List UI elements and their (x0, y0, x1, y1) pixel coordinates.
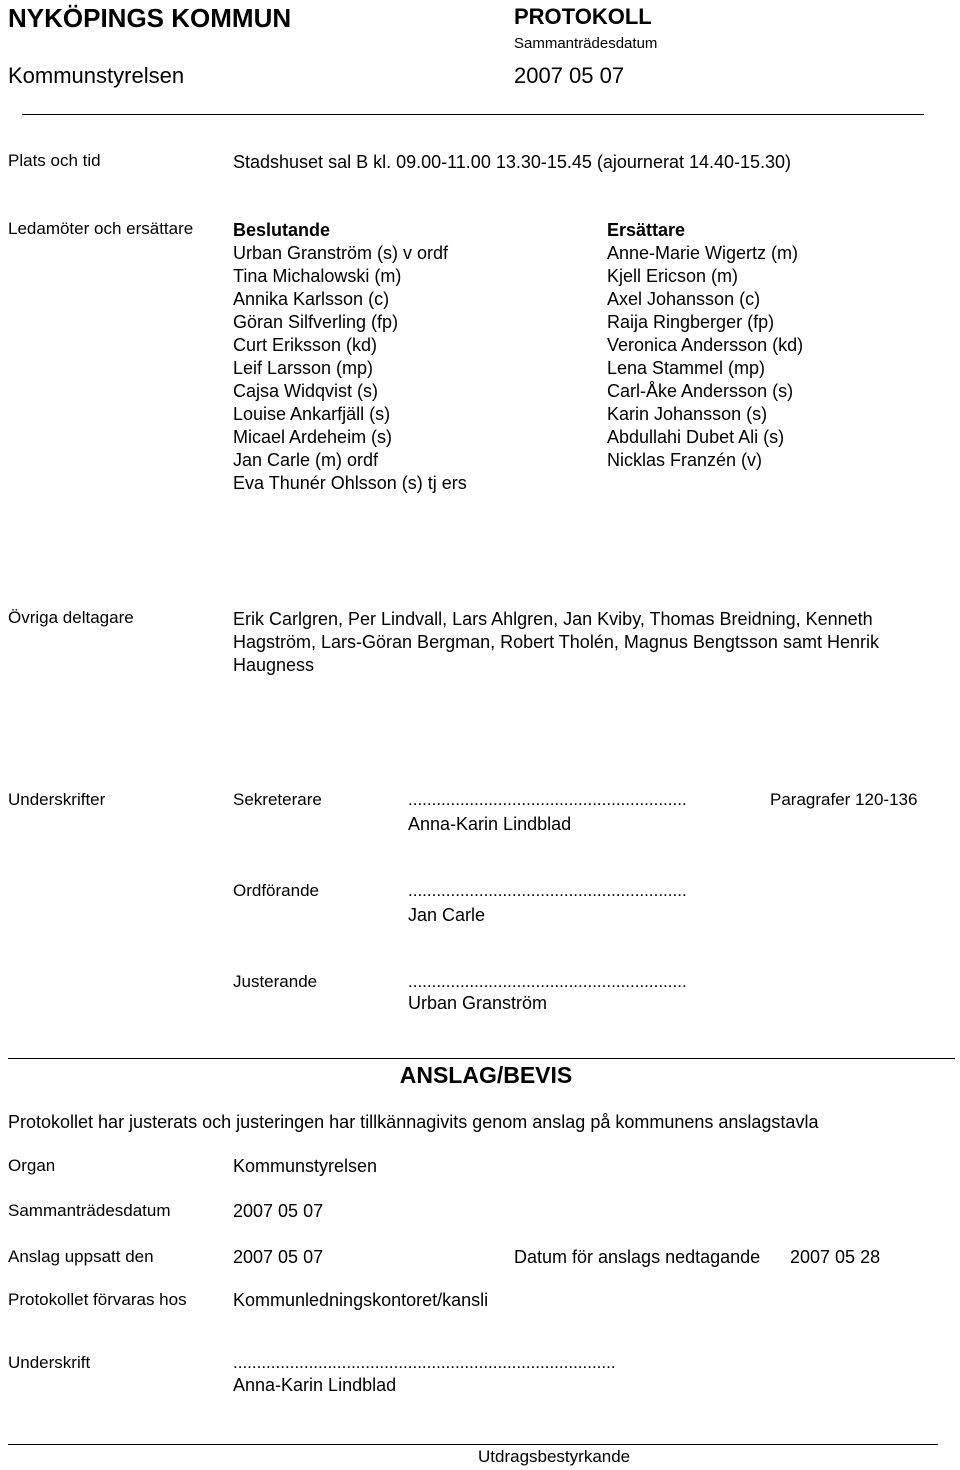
notice-divider (8, 1058, 955, 1059)
secretary-signature-line: ........................................................... (408, 790, 687, 809)
list-item: Abdullahi Dubet Ali (s) (607, 427, 785, 447)
list-item: Carl-Åke Andersson (s) (607, 381, 794, 401)
deciding-heading: Beslutande (233, 220, 331, 240)
organ-value: Kommunstyrelsen (233, 1156, 378, 1176)
substitutes-list (607, 219, 803, 472)
list-item: Anne-Marie Wigertz (m) (607, 243, 799, 263)
others-value: Erik Carlgren, Per Lindvall, Lars Ahlgren, Jan Kviby, Thomas Breidning, Kenneth Hagström, Lars-Göran Bergman, Robert Tholén, Magnus Bengtsson samt Henrik Haugness (233, 609, 879, 675)
list-item: Jan Carle (m) ordf (233, 450, 379, 470)
substitutes-heading: Ersättare (607, 220, 686, 240)
meeting-date: 2007 05 07 (514, 63, 625, 88)
others-label: Övriga deltagare (8, 608, 134, 627)
deciding-list (233, 219, 467, 495)
chair-name: Jan Carle (408, 905, 486, 925)
list-item: Leif Larsson (mp) (233, 358, 374, 378)
place-value: Stadshuset sal B kl. 09.00-11.00 13.30-15.45 (ajournerat 14.40-15.30) (233, 152, 792, 172)
chair-signature-line: ........................................................... (408, 881, 687, 900)
list-item: Axel Johansson (c) (607, 289, 761, 309)
municipality-name: NYKÖPINGS KOMMUN (8, 3, 292, 33)
notice-title: ANSLAG/BEVIS (399, 1062, 573, 1088)
kept-label: Protokollet förvaras hos (8, 1290, 187, 1309)
document-type: PROTOKOLL (514, 4, 652, 29)
adjuster-signature-line: ........................................................... (408, 972, 687, 991)
list-item: Kjell Ericson (m) (607, 266, 739, 286)
list-item: Nicklas Franzén (v) (607, 450, 763, 470)
list-item: Karin Johansson (s) (607, 404, 768, 424)
posted-label: Anslag uppsatt den (8, 1247, 154, 1266)
removal-label: Datum för anslags nedtagande (514, 1247, 761, 1267)
list-item: Louise Ankarfjäll (s) (233, 404, 391, 424)
signature-line: ................................................................................. (233, 1353, 616, 1372)
chair-label: Ordförande (233, 881, 319, 900)
secretary-name: Anna-Karin Lindblad (408, 814, 572, 834)
notice-meeting-date-value: 2007 05 07 (233, 1201, 324, 1221)
signatures-label: Underskrifter (8, 790, 106, 809)
list-item: Tina Michalowski (m) (233, 266, 402, 286)
secretary-label: Sekreterare (233, 790, 322, 809)
signature-label: Underskrift (8, 1353, 91, 1372)
removal-value: 2007 05 28 (790, 1247, 881, 1267)
adjuster-name: Urban Granström (408, 993, 548, 1013)
footer-divider (8, 1444, 938, 1445)
footer-label: Utdragsbestyrkande (478, 1447, 631, 1466)
notice-meeting-date-label: Sammanträdesdatum (8, 1201, 171, 1220)
list-item: Urban Granström (s) v ordf (233, 243, 449, 263)
header-divider (22, 114, 924, 115)
list-item: Göran Silfverling (fp) (233, 312, 399, 332)
list-item: Lena Stammel (mp) (607, 358, 766, 378)
list-item: Eva Thunér Ohlsson (s) tj ers (233, 473, 467, 493)
posted-value: 2007 05 07 (233, 1247, 324, 1267)
notice-statement: Protokollet har justerats och justeringen har tillkännagivits genom anslag på kommunens anslagstavla (8, 1112, 819, 1132)
list-item: Raija Ringberger (fp) (607, 312, 775, 332)
adjuster-label: Justerande (233, 972, 318, 991)
list-item: Micael Ardeheim (s) (233, 427, 393, 447)
organ-label: Organ (8, 1156, 56, 1175)
list-item: Curt Eriksson (kd) (233, 335, 378, 355)
place-label: Plats och tid (8, 151, 101, 170)
list-item: Cajsa Widqvist (s) (233, 381, 379, 401)
members-label: Ledamöter och ersättare (8, 219, 194, 238)
paragraphs-range: Paragrafer 120-136 (770, 790, 918, 809)
kept-value: Kommunledningskontoret/kansli (233, 1290, 489, 1310)
list-item: Veronica Andersson (kd) (607, 335, 804, 355)
committee-name: Kommunstyrelsen (8, 63, 185, 88)
meeting-date-label: Sammanträdesdatum (514, 35, 658, 52)
list-item: Annika Karlsson (c) (233, 289, 390, 309)
signature-name: Anna-Karin Lindblad (233, 1375, 397, 1395)
